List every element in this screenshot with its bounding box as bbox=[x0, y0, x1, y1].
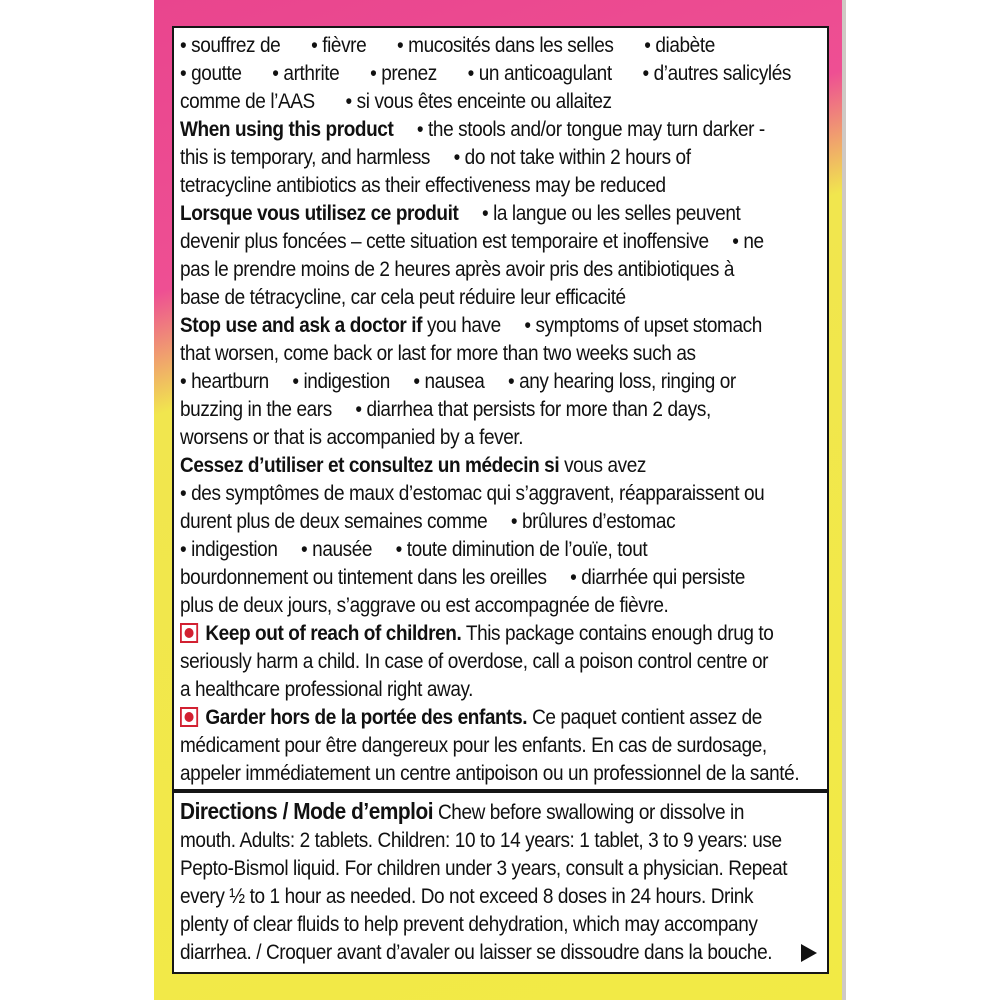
warning-line: worsens or that is accompanied by a fever. bbox=[180, 426, 524, 449]
warning-line: pas le prendre moins de 2 heures après avoir pris des antibiotiques à bbox=[180, 258, 735, 281]
stop-use-section bbox=[180, 312, 766, 340]
warning-line bbox=[180, 88, 766, 116]
list-item: • diabète bbox=[644, 34, 715, 57]
warning-line: médicament pour être dangereux pour les enfants. En cas de surdosage, bbox=[180, 734, 767, 757]
cessez-section bbox=[180, 452, 766, 480]
list-item: • the stools and/or tongue may turn darker - bbox=[416, 118, 765, 141]
list-item: bourdonnement ou tintement dans les oreilles bbox=[180, 566, 547, 589]
section-heading: Lorsque vous utilisez ce produit bbox=[180, 202, 459, 225]
directions-heading: Directions / Mode d’emploi bbox=[180, 798, 434, 824]
list-item: • do not take within 2 hours of bbox=[453, 146, 691, 169]
list-item: devenir plus foncées – cette situation est temporaire et inoffensive bbox=[180, 230, 709, 253]
list-item: • un anticoagulant bbox=[467, 62, 612, 85]
when-using-section bbox=[180, 116, 766, 144]
warning-line bbox=[180, 228, 766, 256]
warning-line: a healthcare professional right away. bbox=[180, 678, 474, 701]
directions-line: plenty of clear fluids to help prevent dehydration, which may accompany bbox=[180, 913, 758, 936]
list-item: • toute diminution de l’ouïe, tout bbox=[395, 538, 648, 561]
list-item: • prenez bbox=[370, 62, 437, 85]
list-item: • goutte bbox=[180, 62, 242, 85]
stop-sign-icon bbox=[180, 707, 198, 727]
directions-line: Pepto-Bismol liquid. For children under 3 years, consult a physician. Repeat bbox=[180, 857, 788, 880]
warning-line: • des symptômes de maux d’estomac qui s’aggravent, réapparaissent ou bbox=[180, 482, 765, 505]
directions-line bbox=[180, 797, 766, 827]
list-item: • d’autres salicylés bbox=[642, 62, 792, 85]
package-side-edge bbox=[842, 0, 846, 1000]
warning-line bbox=[180, 564, 766, 592]
directions-line: diarrhea. / Croquer avant d’avaler ou laisser se dissoudre dans la bouche. bbox=[180, 941, 773, 964]
directions-panel bbox=[172, 791, 829, 974]
section-heading: Keep out of reach of children. bbox=[205, 622, 462, 645]
stop-sign-icon bbox=[180, 623, 198, 643]
section-heading: Garder hors de la portée des enfants. bbox=[205, 706, 528, 729]
list-item: • mucosités dans les selles bbox=[397, 34, 614, 57]
list-item: • any hearing loss, ringing or bbox=[507, 370, 736, 393]
list-item: • arthrite bbox=[272, 62, 340, 85]
list-item: • souffrez de bbox=[180, 34, 281, 57]
warning-line: base de tétracycline, car cela peut réduire leur efficacité bbox=[180, 286, 626, 309]
warning-line bbox=[180, 508, 766, 536]
list-item: • si vous êtes enceinte ou allaitez bbox=[345, 90, 612, 113]
list-item: • indigestion bbox=[292, 370, 390, 393]
list-item: buzzing in the ears bbox=[180, 398, 332, 421]
warning-line bbox=[180, 396, 766, 424]
warnings-panel bbox=[172, 26, 829, 791]
list-item: • la langue ou les selles peuvent bbox=[481, 202, 741, 225]
list-item: • indigestion bbox=[180, 538, 278, 561]
warning-line: appeler immédiatement un centre antipoison ou un professionnel de la santé. bbox=[180, 762, 800, 785]
section-heading: Cessez d’utiliser et consultez un médecin si bbox=[180, 454, 560, 477]
directions-line: mouth. Adults: 2 tablets. Children: 10 to 14 years: 1 tablet, 3 to 9 years: use bbox=[180, 829, 782, 852]
list-item: this is temporary, and harmless bbox=[180, 146, 431, 169]
warning-line: tetracycline antibiotics as their effectiveness may be reduced bbox=[180, 174, 666, 197]
list-item: • nausea bbox=[413, 370, 485, 393]
section-heading: When using this product bbox=[180, 118, 394, 141]
list-item: • diarrhée qui persiste bbox=[570, 566, 745, 589]
lorsque-section bbox=[180, 200, 766, 228]
warning-line: plus de deux jours, s’aggrave ou est accompagnée de fièvre. bbox=[180, 594, 669, 617]
list-item: • symptoms of upset stomach bbox=[524, 314, 762, 337]
warning-line: that worsen, come back or last for more than two weeks such as bbox=[180, 342, 696, 365]
warning-line bbox=[180, 368, 766, 396]
section-heading: Stop use and ask a doctor if bbox=[180, 314, 423, 337]
list-item: • fièvre bbox=[311, 34, 367, 57]
list-item: comme de l’AAS bbox=[180, 90, 315, 113]
list-item: durent plus de deux semaines comme bbox=[180, 510, 488, 533]
warning-line: seriously harm a child. In case of overdose, call a poison control centre or bbox=[180, 650, 769, 673]
list-item: you have bbox=[426, 314, 501, 337]
keep-out-section bbox=[180, 620, 774, 648]
list-item: Ce paquet contient assez de bbox=[532, 706, 762, 729]
list-item: • nausée bbox=[301, 538, 373, 561]
list-item: vous avez bbox=[564, 454, 646, 477]
warning-line bbox=[180, 60, 792, 88]
warning-line bbox=[180, 536, 766, 564]
warning-line bbox=[180, 32, 766, 60]
list-item: • diarrhea that persists for more than 2 days, bbox=[355, 398, 711, 421]
garder-section bbox=[180, 704, 766, 732]
triangle-arrow-right-icon bbox=[801, 944, 817, 962]
list-item: Chew before swallowing or dissolve in bbox=[437, 801, 745, 824]
list-item: • ne bbox=[732, 230, 764, 253]
list-item: • brûlures d’estomac bbox=[510, 510, 676, 533]
directions-line: every ½ to 1 hour as needed. Do not exceed 8 doses in 24 hours. Drink bbox=[180, 885, 754, 908]
list-item: This package contains enough drug to bbox=[465, 622, 774, 645]
warning-line bbox=[180, 144, 766, 172]
list-item: • heartburn bbox=[180, 370, 269, 393]
